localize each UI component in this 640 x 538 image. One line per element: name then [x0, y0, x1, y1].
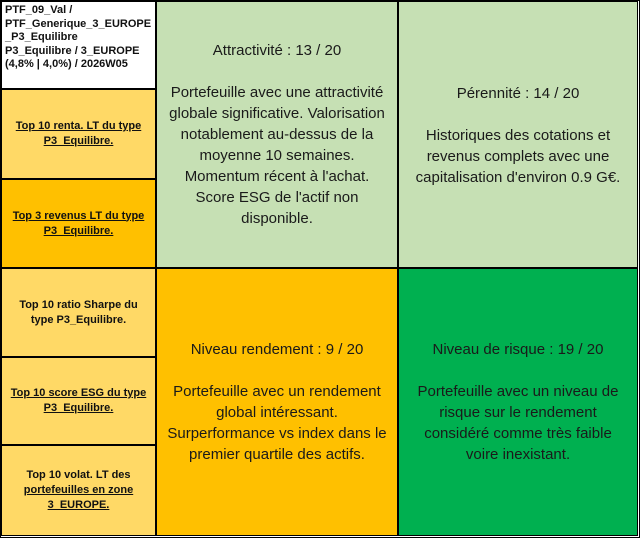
side-top10-esg-line2: P3_Equilibre.	[43, 402, 114, 414]
side-top10-renta-line1: Top 10 renta. LT du type	[15, 120, 142, 132]
side-top10-sharpe	[1, 268, 156, 357]
portfolio-header: PTF_09_Val / PTF_Generique_3_EUROPE _P3_Equilibre P3_Equilibre / 3_EUROPE (4,8% | 4,0%) / 2026W05	[1, 1, 156, 89]
block-attractivite	[156, 1, 398, 268]
side-top10-volat-line1: Top 10 volat. LT des	[26, 469, 131, 481]
side-top10-volat-line3: 3_EUROPE.	[47, 499, 110, 511]
rendement-desc: Portefeuille avec un rendement global intéressant. Surperformance vs index dans le premier quartile des actifs.	[167, 383, 387, 463]
side-top10-sharpe-line2: type P3_Equilibre.	[30, 313, 127, 326]
side-top10-renta	[1, 89, 156, 179]
side-top10-renta-line2: P3_Equilibre.	[43, 135, 114, 147]
risque-title: Niveau de risque : 19 / 20	[432, 341, 604, 358]
side-top10-esg-line1: Top 10 score ESG du type	[10, 387, 147, 399]
side-top10-volat-line2: portefeuilles en zone	[23, 484, 134, 496]
side-top3-revenus	[1, 179, 156, 268]
risque-desc: Portefeuille avec un niveau de risque sur le rendement considéré comme très faible voire inexistant.	[417, 383, 619, 463]
rendement-title: Niveau rendement : 9 / 20	[190, 341, 364, 358]
side-top10-volat	[1, 445, 156, 536]
block-perennite	[398, 1, 638, 268]
block-risque	[398, 268, 638, 536]
perennite-desc: Historiques des cotations et revenus complets avec une capitalisation d'environ 0.9 G€.	[415, 127, 621, 186]
attractivite-desc: Portefeuille avec une attractivité globale significative. Valorisation notablement au-dessus de la moyenne 10 semaines. Momentum récent à l'achat. Score ESG de l'actif non disponible.	[169, 84, 385, 227]
block-rendement	[156, 268, 398, 536]
side-top3-revenus-line1: Top 3 revenus LT du type	[12, 209, 145, 222]
perennite-title: Pérennité : 14 / 20	[456, 85, 580, 102]
side-top10-sharpe-line1: Top 10 ratio Sharpe du	[19, 298, 138, 311]
side-top3-revenus-line2: P3_Equilibre.	[43, 224, 114, 237]
side-top10-esg	[1, 357, 156, 445]
attractivite-title: Attractivité : 13 / 20	[212, 42, 342, 59]
